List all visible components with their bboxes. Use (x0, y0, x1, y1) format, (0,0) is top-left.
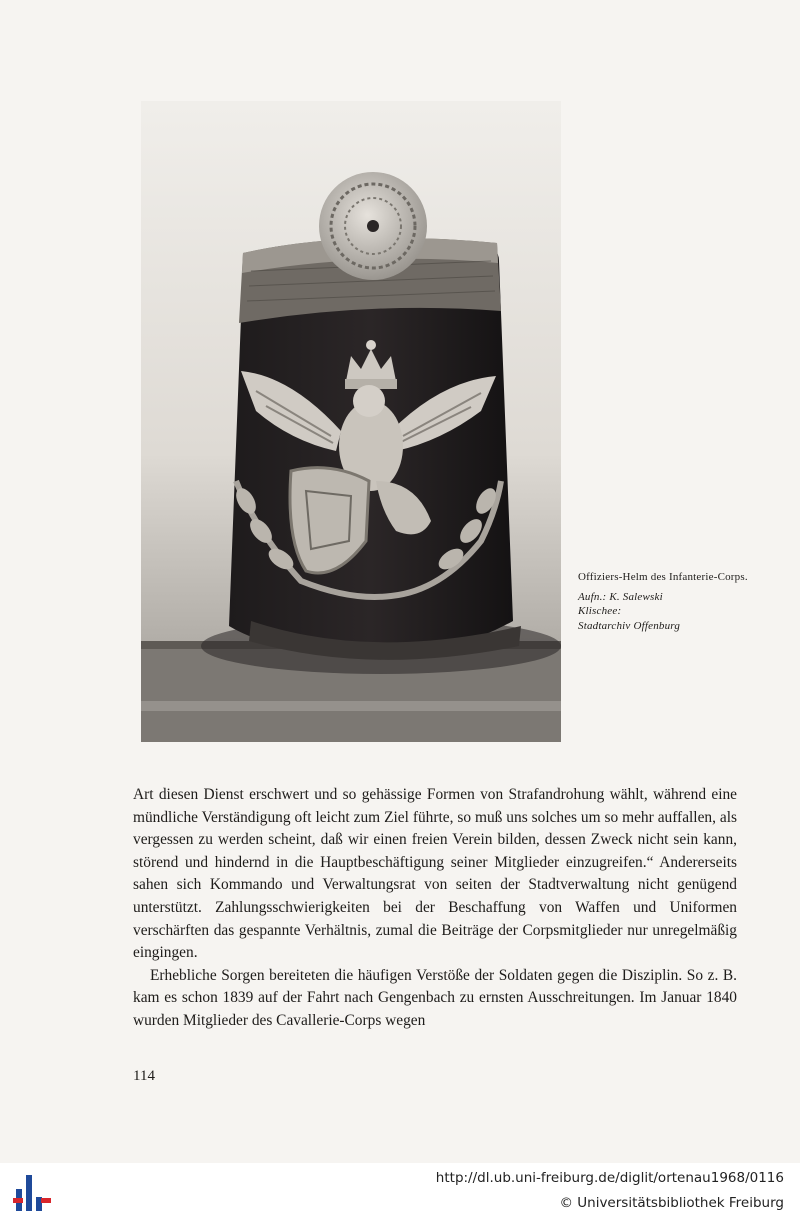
cliche-label: Klischee: (578, 605, 622, 617)
figure-caption (578, 570, 793, 633)
helmet-photo (141, 101, 561, 742)
copyright-notice: © Universitätsbibliothek Freiburg (559, 1195, 784, 1211)
caption-title: Offiziers-Helm des Infanterie-Corps. (578, 571, 748, 583)
photo-credit: Aufn.: K. Salewski (578, 590, 663, 603)
paragraph-1: Art diesen Dienst erschwert und so gehässige Formen von Strafandrohung wählt, während eine mündliche Verständigung oft leicht zum Ziel führte, so muß uns solches um so mehr auffallen, als vergessen zu werden scheint, daß wir einen freien Verein bilden, dessen Zweck nicht sein kann, störend und hindernd in die Hauptbeschäftigung seiner Mitglieder einzugreifen.“ Andererseits sahen sich Kommando und Verwaltungsrat von seiten der Stadtverwaltung nicht genügend unterstützt. Zahlungsschwierigkeiten bei der Beschaffung von Waffen und Uniformen verschärften das gespannte Verhältnis, zumal die Beiträge der Corpsmitglieder nur unregelmäßig eingingen. (133, 786, 737, 962)
page-number: 114 (133, 1068, 155, 1084)
document-url-link[interactable]: http://dl.ub.uni-freiburg.de/diglit/ortenau1968/0116 (435, 1170, 784, 1186)
footer-bar (0, 1163, 800, 1220)
paragraph-2: Erhebliche Sorgen bereiteten die häufigen Verstöße der Soldaten gegen die Disziplin. So z. B. kam es schon 1839 auf der Fahrt nach Gengenbach zu ernsten Ausschreitungen. Im Januar 1840 wurden Mitglieder des Cavallerie-Corps wegen (133, 966, 737, 1029)
body-text (133, 784, 737, 1033)
cliche-source: Stadtarchiv Offenburg (578, 619, 681, 632)
ub-freiburg-logo-icon[interactable] (12, 1171, 52, 1215)
